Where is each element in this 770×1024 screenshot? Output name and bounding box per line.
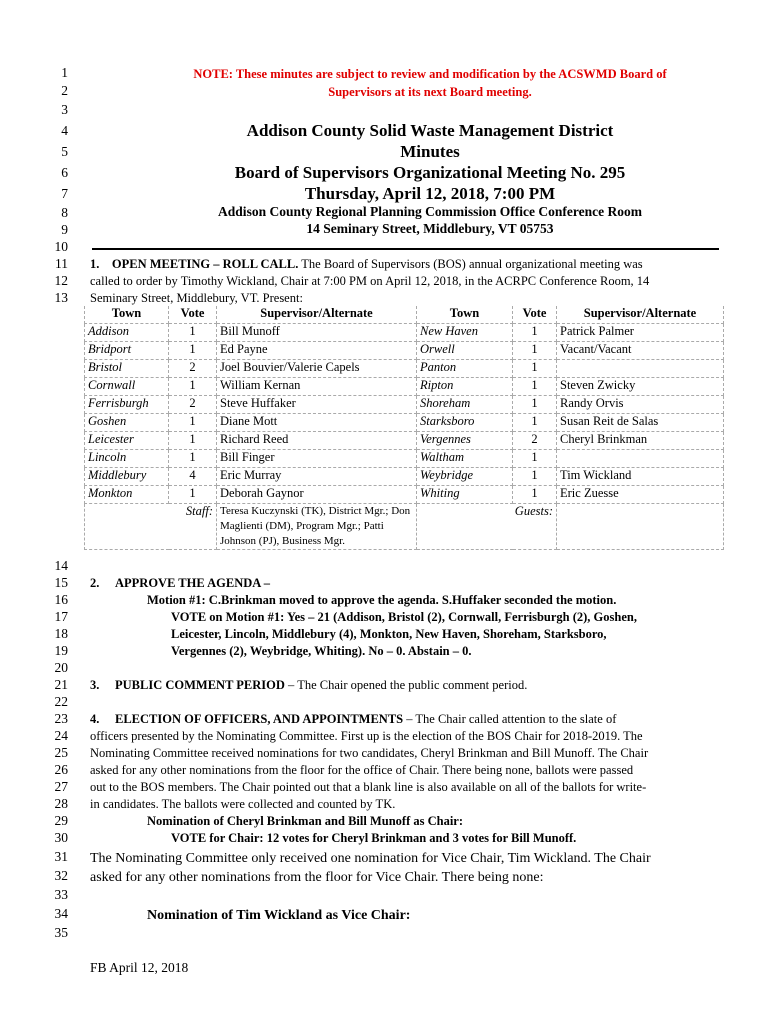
vote-cell: 1	[169, 324, 217, 342]
supervisor-cell: Steve Huffaker	[217, 396, 417, 414]
section-number: 2.	[90, 576, 100, 590]
supervisor-cell: Patrick Palmer	[557, 324, 724, 342]
town-cell: Ripton	[417, 378, 513, 396]
page-footer: FB April 12, 2018	[90, 960, 189, 975]
vote-cell: 1	[513, 378, 557, 396]
meeting-date: Thursday, April 12, 2018, 7:00 PM	[304, 184, 556, 203]
line-number: 16	[54, 592, 68, 607]
supervisor-cell: Joel Bouvier/Valerie Capels	[217, 360, 417, 378]
meeting-venue: Addison County Regional Planning Commission Office Conference Room	[218, 204, 642, 219]
vote-cell: 2	[169, 360, 217, 378]
line-number: 24	[54, 728, 68, 743]
review-note-line: Supervisors at its next Board meeting.	[328, 85, 532, 99]
town-cell: Leicester	[85, 432, 169, 450]
table-row	[85, 414, 724, 432]
line-number: 33	[54, 887, 68, 902]
line-number: 20	[54, 660, 68, 675]
line-number: 9	[61, 222, 68, 237]
vote-cell: 1	[169, 486, 217, 504]
table-row	[85, 432, 724, 450]
guests-label: Guests:	[417, 504, 557, 550]
section-number: 4.	[90, 712, 100, 726]
nomination-text: Nomination of Cheryl Brinkman and Bill Munoff as Chair:	[147, 814, 464, 828]
town-cell: Addison	[85, 324, 169, 342]
line-number: 19	[54, 643, 68, 658]
supervisor-cell: Steven Zwicky	[557, 378, 724, 396]
line-number: 28	[54, 796, 68, 811]
line-number: 34	[54, 906, 68, 921]
town-cell: Lincoln	[85, 450, 169, 468]
vote-cell: 1	[513, 342, 557, 360]
town-cell: Bristol	[85, 360, 169, 378]
line-number: 2	[61, 83, 68, 98]
supervisor-cell: Deborah Gaynor	[217, 486, 417, 504]
org-title: Addison County Solid Waste Management District	[246, 121, 614, 140]
vote-cell: 1	[513, 414, 557, 432]
town-cell: Cornwall	[85, 378, 169, 396]
section-text: Seminary Street, Middlebury, VT. Present:	[90, 291, 303, 305]
section-3	[90, 677, 750, 694]
town-cell: Panton	[417, 360, 513, 378]
guests-list	[557, 504, 724, 550]
table-row	[85, 360, 724, 378]
line-number: 30	[54, 830, 68, 845]
line-number: 14	[54, 558, 68, 573]
supervisor-cell	[557, 360, 724, 378]
column-header: Supervisor/Alternate	[557, 306, 724, 324]
section-text: – The Chair called attention to the slate of	[403, 712, 617, 726]
section-text: asked for any other nominations from the floor for the office of Chair. There being none, ballots were passed	[90, 763, 634, 777]
motion-text: Motion #1: C.Brinkman moved to approve the agenda. S.Huffaker seconded the motion.	[147, 593, 617, 607]
line-number: 10	[54, 239, 68, 254]
line-number: 11	[55, 256, 68, 271]
meeting-address: 14 Seminary Street, Middlebury, VT 05753	[306, 221, 554, 236]
supervisor-cell: Tim Wickland	[557, 468, 724, 486]
table-row	[85, 396, 724, 414]
supervisor-cell: Richard Reed	[217, 432, 417, 450]
line-number: 7	[61, 186, 68, 201]
town-cell: Orwell	[417, 342, 513, 360]
supervisor-cell: Eric Zuesse	[557, 486, 724, 504]
town-cell: Whiting	[417, 486, 513, 504]
line-number: 5	[61, 144, 68, 159]
town-cell: Bridport	[85, 342, 169, 360]
section-heading: PUBLIC COMMENT PERIOD	[115, 678, 285, 692]
table-row	[85, 342, 724, 360]
town-cell: Middlebury	[85, 468, 169, 486]
section-number: 3.	[90, 678, 100, 692]
town-cell: Waltham	[417, 450, 513, 468]
vote-cell: 1	[169, 414, 217, 432]
supervisor-cell: Bill Munoff	[217, 324, 417, 342]
table-row	[85, 468, 724, 486]
line-number: 21	[54, 677, 68, 692]
supervisor-cell: Bill Finger	[217, 450, 417, 468]
column-header: Supervisor/Alternate	[217, 306, 417, 324]
line-number: 6	[61, 165, 68, 180]
vote-cell: 4	[169, 468, 217, 486]
table-header-row	[85, 306, 724, 324]
vote-cell: 1	[513, 486, 557, 504]
town-cell: New Haven	[417, 324, 513, 342]
section-2	[90, 575, 750, 660]
line-number: 13	[54, 290, 68, 305]
supervisor-cell: Eric Murray	[217, 468, 417, 486]
review-note-line: NOTE: These minutes are subject to review and modification by the ACSWMD Board of	[193, 67, 667, 81]
section-text: out to the BOS members. The Chair pointed out that a blank line is also available on all of the ballots for write-	[90, 780, 647, 794]
table-row	[85, 378, 724, 396]
line-number: 18	[54, 626, 68, 641]
table-row	[85, 324, 724, 342]
vote-text: VOTE on Motion #1: Yes – 21 (Addison, Bristol (2), Cornwall, Ferrisburgh (2), Goshen,	[171, 610, 637, 624]
town-cell: Ferrisburgh	[85, 396, 169, 414]
line-number: 1	[61, 65, 68, 80]
line-number: 32	[54, 868, 68, 883]
section-heading: OPEN MEETING – ROLL CALL.	[111, 257, 299, 271]
vote-cell: 1	[513, 324, 557, 342]
line-number: 15	[54, 575, 68, 590]
vote-cell: 2	[169, 396, 217, 414]
table-row	[85, 450, 724, 468]
supervisor-cell: Vacant/Vacant	[557, 342, 724, 360]
section-text: called to order by Timothy Wickland, Chair at 7:00 PM on April 12, 2018, in the ACRPC Conference Room, 14	[90, 274, 650, 288]
section-text: – The Chair opened the public comment period.	[284, 678, 528, 692]
line-number: 22	[54, 694, 68, 709]
staff-list: Teresa Kuczynski (TK), District Mgr.; Don Maglienti (DM), Program Mgr.; Patti Johnson (PJ), Business Mgr.	[217, 504, 417, 550]
line-number: 25	[54, 745, 68, 760]
section-4	[90, 711, 750, 847]
section-text: asked for any other nominations from the floor for Vice Chair. There being none:	[90, 870, 544, 885]
town-cell: Weybridge	[417, 468, 513, 486]
vote-text: Leicester, Lincoln, Middlebury (4), Monkton, New Haven, Shoreham, Starksboro,	[171, 627, 607, 641]
doc-title: Minutes	[400, 142, 460, 161]
section-text: Nominating Committee received nominations for two candidates, Cheryl Brinkman and Bill Munoff. The Chair	[90, 746, 649, 760]
vice-chair-paragraph	[90, 849, 760, 887]
section-heading: ELECTION OF OFFICERS, AND APPOINTMENTS	[115, 712, 404, 726]
section-text: The Board of Supervisors (BOS) annual organizational meeting was	[298, 257, 643, 271]
section-text: in candidates. The ballots were collected and counted by TK.	[90, 797, 396, 811]
table-row	[85, 486, 724, 504]
vote-cell: 1	[513, 468, 557, 486]
town-cell: Shoreham	[417, 396, 513, 414]
supervisor-cell: Diane Mott	[217, 414, 417, 432]
column-header: Town	[85, 306, 169, 324]
supervisor-cell	[557, 450, 724, 468]
column-header: Town	[417, 306, 513, 324]
section-number: 1.	[90, 257, 100, 271]
town-cell: Starksboro	[417, 414, 513, 432]
staff-row	[85, 504, 724, 550]
section-1	[90, 256, 730, 307]
line-number: 35	[54, 925, 68, 940]
vote-cell: 1	[513, 360, 557, 378]
town-cell: Vergennes	[417, 432, 513, 450]
town-cell: Monkton	[85, 486, 169, 504]
line-number: 12	[54, 273, 68, 288]
vote-cell: 1	[513, 396, 557, 414]
column-header: Vote	[513, 306, 557, 324]
section-text: officers presented by the Nominating Committee. First up is the election of the BOS Chair for 2018-2019. The	[90, 729, 643, 743]
line-number: 17	[54, 609, 68, 624]
section-text: The Nominating Committee only received one nomination for Vice Chair, Tim Wickland. The Chair	[90, 851, 651, 866]
roll-call-table	[84, 306, 724, 550]
line-number: 31	[54, 849, 68, 864]
line-number: 3	[61, 102, 68, 117]
line-number: 4	[61, 123, 68, 138]
vote-cell: 1	[169, 378, 217, 396]
supervisor-cell: Susan Reit de Salas	[557, 414, 724, 432]
line-number: 26	[54, 762, 68, 777]
vice-chair-nomination: Nomination of Tim Wickland as Vice Chair:	[147, 908, 411, 923]
section-heading: APPROVE THE AGENDA –	[115, 576, 270, 590]
vote-cell: 2	[513, 432, 557, 450]
column-header: Vote	[169, 306, 217, 324]
vote-text: Vergennes (2), Weybridge, Whiting). No – 0. Abstain – 0.	[171, 644, 472, 658]
town-cell: Goshen	[85, 414, 169, 432]
line-number: 8	[61, 205, 68, 220]
meeting-title: Board of Supervisors Organizational Meeting No. 295	[234, 163, 626, 182]
line-number: 29	[54, 813, 68, 828]
review-note	[90, 65, 770, 101]
supervisor-cell: Cheryl Brinkman	[557, 432, 724, 450]
vote-cell: 1	[169, 342, 217, 360]
line-number: 23	[54, 711, 68, 726]
vote-cell: 1	[513, 450, 557, 468]
vote-cell: 1	[169, 450, 217, 468]
line-number: 27	[54, 779, 68, 794]
vote-text: VOTE for Chair: 12 votes for Cheryl Brinkman and 3 votes for Bill Munoff.	[171, 831, 577, 845]
header-divider	[92, 248, 719, 250]
supervisor-cell: Ed Payne	[217, 342, 417, 360]
supervisor-cell: Randy Orvis	[557, 396, 724, 414]
vote-cell: 1	[169, 432, 217, 450]
supervisor-cell: William Kernan	[217, 378, 417, 396]
staff-label: Staff:	[85, 504, 217, 550]
